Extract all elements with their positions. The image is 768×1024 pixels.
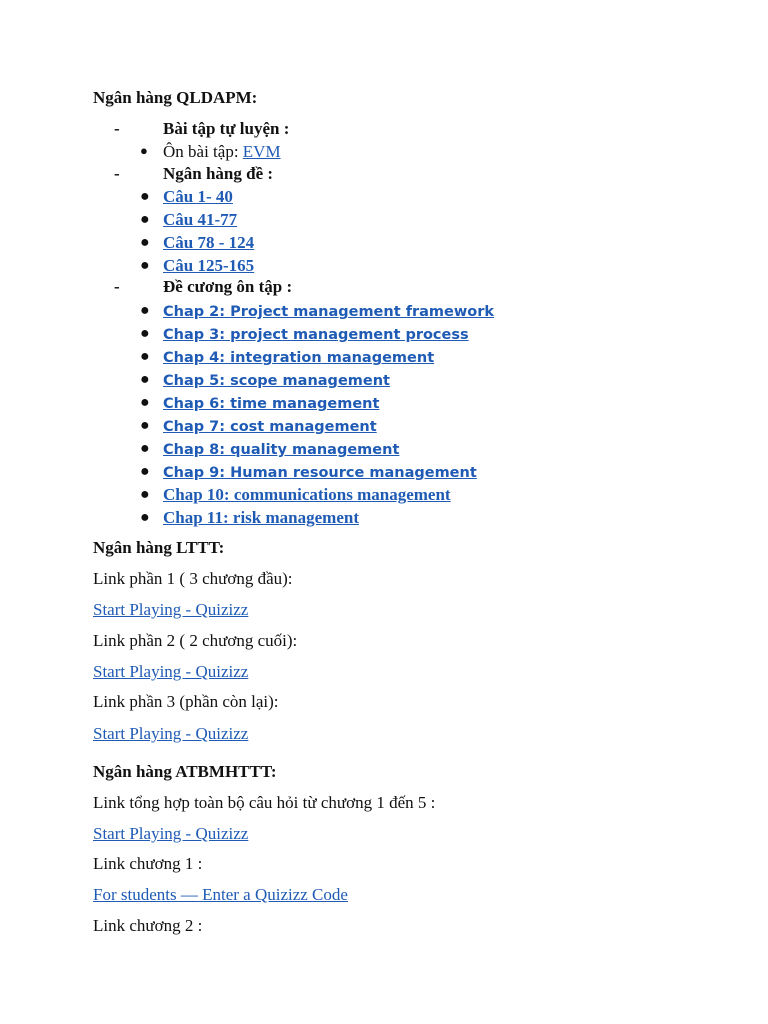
bullet-icon: ● <box>140 440 150 457</box>
exercise-item-evm <box>140 142 281 162</box>
question-range-link[interactable]: Câu 41-77 <box>163 210 238 229</box>
chapter1-label: Link chương 1 : <box>93 854 203 873</box>
all-chapters-quizizz-link[interactable]: Start Playing - Quizizz <box>93 824 249 843</box>
part1-quizizz-link[interactable]: Start Playing - Quizizz <box>93 600 249 619</box>
chapter-link[interactable]: Chap 2: Project management framework <box>163 304 495 320</box>
part1-label: Link phần 1 ( 3 chương đầu): <box>93 569 293 588</box>
bullet-icon: ● <box>140 257 150 274</box>
part3-link-row <box>93 724 248 744</box>
question-range-link[interactable]: Câu 125-165 <box>163 256 255 275</box>
bullet-icon: ● <box>140 486 150 503</box>
bullet-icon: ● <box>140 394 150 411</box>
bullet-icon: ● <box>140 509 150 526</box>
list-item <box>140 370 390 390</box>
exercise-item-prefix: Ôn bài tập: <box>163 142 243 161</box>
list-item <box>140 301 494 321</box>
question-bank-label: Ngân hàng đề : <box>163 164 274 183</box>
chapter-link[interactable]: Chap 11: risk management <box>163 508 359 527</box>
question-range-link[interactable]: Câu 78 - 124 <box>163 233 255 252</box>
chapter-link[interactable]: Chap 8: quality management <box>163 442 400 458</box>
section-title-atbmhttt: Ngân hàng ATBMHTTT: <box>93 762 277 781</box>
chapter-link[interactable]: Chap 4: integration management <box>163 350 435 366</box>
part1-link-row <box>93 600 248 620</box>
list-item <box>140 187 233 207</box>
bullet-icon: ● <box>140 211 150 228</box>
exercises-label: Bài tập tự luyện : <box>163 119 290 138</box>
bullet-icon: ● <box>140 143 148 158</box>
list-item <box>140 324 469 344</box>
part2-quizizz-link[interactable]: Start Playing - Quizizz <box>93 662 249 681</box>
outline-label: Đề cương ôn tập : <box>163 277 293 296</box>
chapter-link[interactable]: Chap 3: project management process <box>163 327 469 343</box>
part2-link-row <box>93 662 248 682</box>
list-item <box>140 210 237 230</box>
section-title-qldapm: Ngân hàng QLDAPM: <box>93 88 258 107</box>
chapter-link[interactable]: Chap 6: time management <box>163 396 380 412</box>
chapter1-link-row <box>93 885 348 905</box>
part2-label: Link phần 2 ( 2 chương cuối): <box>93 631 298 650</box>
chapter2-label: Link chương 2 : <box>93 916 203 935</box>
chapter-link[interactable]: Chap 9: Human resource management <box>163 465 477 481</box>
bullet-icon: ● <box>140 325 150 342</box>
section-title-lttt: Ngân hàng LTTT: <box>93 538 225 557</box>
list-item <box>140 508 359 528</box>
list-item <box>140 256 254 276</box>
list-item <box>140 347 434 367</box>
list-item <box>140 393 379 413</box>
chapter-link[interactable]: Chap 7: cost management <box>163 419 377 435</box>
bullet-icon: ● <box>140 234 150 251</box>
part3-quizizz-link[interactable]: Start Playing - Quizizz <box>93 724 249 743</box>
bullet-icon: ● <box>140 348 150 365</box>
evm-link[interactable]: EVM <box>242 142 281 161</box>
bullet-icon: ● <box>140 302 150 319</box>
bullet-icon: ● <box>140 463 150 480</box>
list-item <box>140 416 377 436</box>
outline-heading: - Đề cương ôn tập : <box>114 277 293 296</box>
question-bank-heading: - Ngân hàng đề : <box>114 164 274 183</box>
bullet-icon: ● <box>140 417 150 434</box>
all-chapters-link-row <box>93 824 248 844</box>
question-range-link[interactable]: Câu 1- 40 <box>163 187 233 206</box>
list-item <box>140 462 477 482</box>
chapter-link[interactable]: Chap 5: scope management <box>163 373 390 389</box>
all-chapters-label: Link tổng hợp toàn bộ câu hỏi từ chương 1 đến 5 : <box>93 793 436 812</box>
bullet-icon: ● <box>140 371 150 388</box>
list-item <box>140 485 451 505</box>
part3-label: Link phần 3 (phần còn lại): <box>93 692 279 711</box>
bullet-icon: ● <box>140 188 150 205</box>
exercises-heading: - Bài tập tự luyện : <box>114 119 290 138</box>
list-item <box>140 439 399 459</box>
chapter-link[interactable]: Chap 10: communications management <box>163 485 451 504</box>
chapter1-quizizz-link[interactable]: For students — Enter a Quizizz Code <box>93 885 348 904</box>
list-item <box>140 233 254 253</box>
